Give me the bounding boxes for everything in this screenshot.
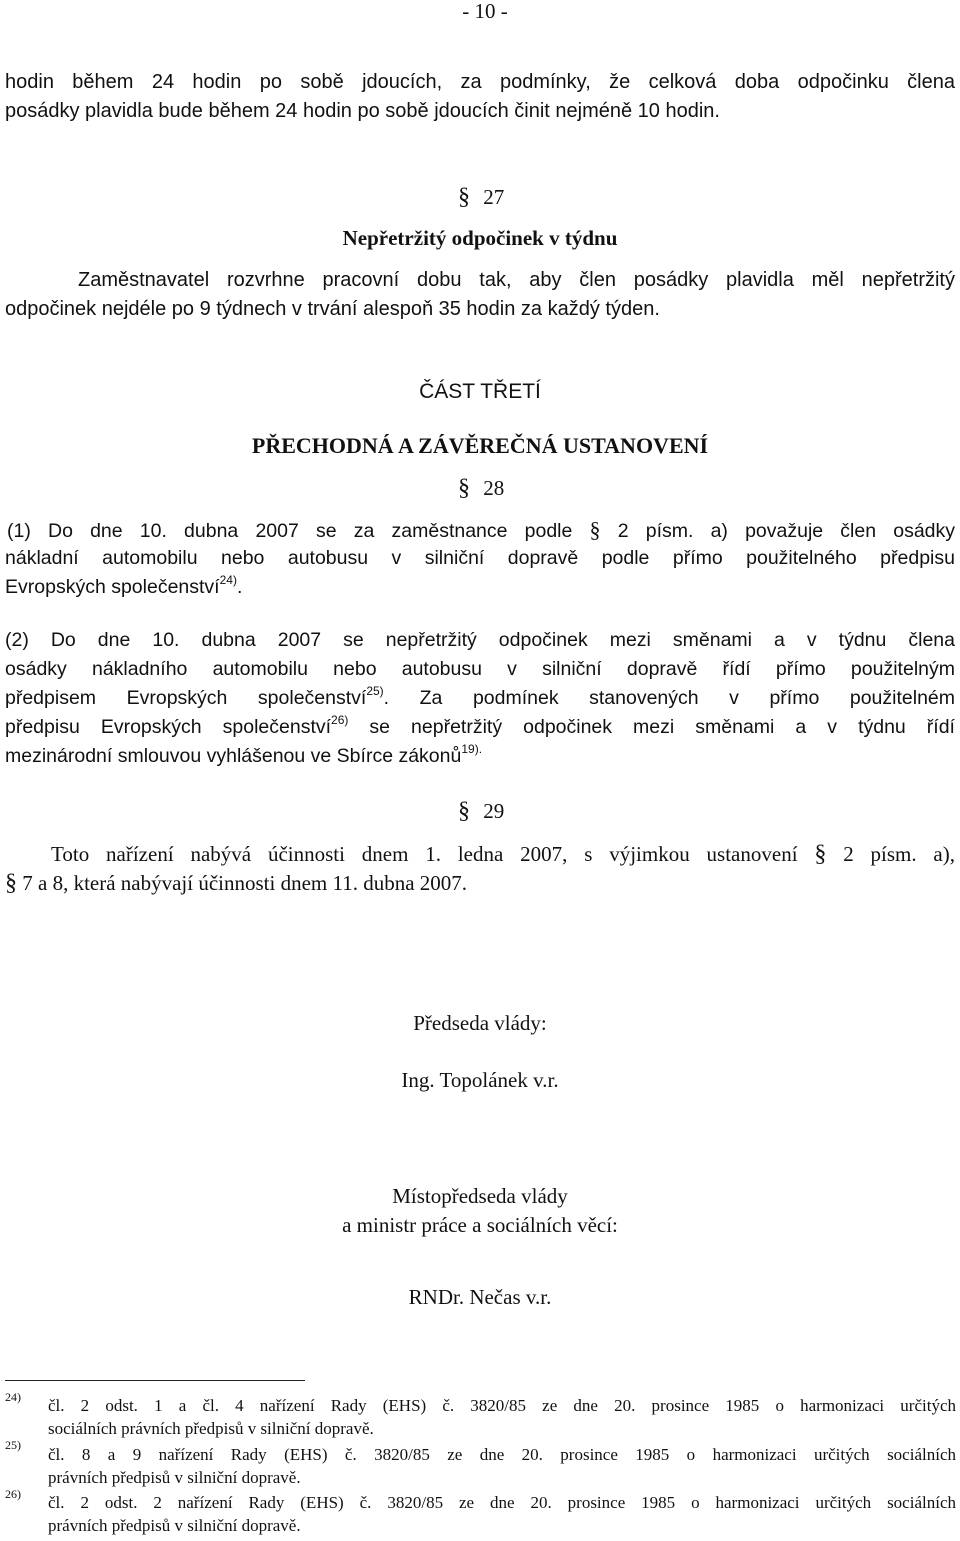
section-28-number: 28	[483, 476, 505, 500]
s28-paragraph-2	[5, 626, 955, 771]
s28-p2-line-5	[5, 742, 955, 771]
s28-p1-line-1b: 2 písm. a) považuje člen osádky	[617, 520, 956, 542]
s28-p1-line-3-end: .	[236, 576, 243, 598]
section-28-heading	[458, 474, 504, 503]
s29-line-1	[5, 840, 955, 869]
footnote-number: 26)	[5, 1487, 21, 1501]
s28-paragraph-1	[5, 515, 955, 602]
part-label: ČÁST TŘETÍ	[419, 380, 541, 403]
vice-title-2: a ministr práce a sociálních věcí:	[342, 1213, 618, 1237]
section-sign-28: §	[458, 475, 470, 501]
section-27-title: Nepřetržitý odpočinek v týdnu	[342, 226, 618, 250]
page-number: - 10 -	[462, 0, 508, 23]
s28-p2-line-3	[5, 684, 955, 713]
section-sign-inline: §	[589, 517, 601, 542]
s28-p1-line-1	[5, 515, 955, 544]
s28-p2-line-5-text: mezinárodní smlouvou vyhlášenou ve Sbírce zákonů	[5, 745, 462, 767]
footnote-ref-24: 24)	[219, 572, 237, 587]
s27-line-1: Zaměstnavatel rozvrhne pracovní dobu tak, aby člen posádky plavidla měl nepřetržitý	[78, 269, 955, 291]
s28-p1-line-1a: (1) Do dne 10. dubna 2007 se za zaměstnance podle	[7, 520, 573, 542]
footnote-line: právních předpisů v silniční dopravě.	[48, 1516, 301, 1535]
section-sign-inline: §	[814, 841, 827, 867]
s29-line-1a: Toto nařízení nabývá účinnosti dnem 1. ledna 2007, s výjimkou ustanovení	[51, 842, 798, 866]
s28-p2-line-3a: předpisem Evropských společenství	[5, 687, 367, 709]
section-sign-29: §	[458, 798, 470, 824]
footnote-line: čl. 8 a 9 nařízení Rady (EHS) č. 3820/85 ze dne 20. prosince 1985 o harmonizaci určitých sociálních	[48, 1445, 956, 1464]
footnote-ref-25: 25)	[366, 683, 384, 698]
s28-p2-line-4	[5, 713, 955, 742]
s27-line-2: odpočinek nejdéle po 9 týdnech v trvání alespoň 35 hodin za každý týden.	[5, 298, 660, 320]
intro-line-1: hodin během 24 hodin po sobě jdoucích, za podmínky, že celková doba odpočinku člena	[5, 71, 955, 93]
s28-p2-line-4b: se nepřetržitý odpočinek mezi směnami a v týdnu řídí	[348, 716, 955, 738]
section-27-paragraph	[5, 266, 955, 324]
footnote-line: čl. 2 odst. 2 nařízení Rady (EHS) č. 3820/85 ze dne 20. prosince 1985 o harmonizaci určitých sociálních	[48, 1493, 956, 1512]
section-29-heading	[458, 797, 504, 826]
footnote-number: 25)	[5, 1438, 21, 1452]
s28-p2-line-1: (2) Do dne 10. dubna 2007 se nepřetržitý odpočinek mezi směnami a v týdnu člena	[5, 629, 955, 651]
footnote-separator	[5, 1380, 305, 1381]
footnote-number: 24)	[5, 1390, 21, 1404]
intro-paragraph	[5, 68, 955, 126]
section-29-number: 29	[483, 799, 505, 823]
s29-line-2b: 7 a 8, která nabývají účinnosti dnem 11. dubna 2007.	[22, 871, 468, 895]
section-sign-inline: §	[5, 870, 17, 896]
chair-title: Předseda vlády:	[413, 1011, 547, 1035]
part-title: PŘECHODNÁ A ZÁVĚREČNÁ USTANOVENÍ	[251, 433, 709, 458]
s28-p2-line-3b: . Za podmínek stanovených v přímo použitelném	[383, 687, 956, 709]
footnote-line: čl. 2 odst. 1 a čl. 4 nařízení Rady (EHS) č. 3820/85 ze dne 20. prosince 1985 o harmonizaci určitých	[48, 1396, 956, 1415]
vice-name: RNDr. Nečas v.r.	[408, 1285, 552, 1309]
s28-p1-line-3	[5, 573, 955, 602]
intro-line-2: posádky plavidla bude během 24 hodin po sobě jdoucích činit nejméně 10 hodin.	[5, 100, 720, 122]
s28-p2-line-2: osádky nákladního automobilu nebo autobusu v silniční dopravě řídí přímo použitelným	[5, 658, 955, 680]
s28-p1-line-2: nákladní automobilu nebo autobusu v silniční dopravě podle přímo použitelného předpisu	[5, 547, 955, 569]
s29-paragraph	[5, 840, 955, 898]
footnote-line: sociálních právních předpisů v silniční dopravě.	[48, 1419, 374, 1438]
s28-p2-line-4a: předpisu Evropských společenství	[5, 716, 332, 738]
section-sign-27: §	[458, 184, 470, 210]
section-27-number: 27	[483, 185, 505, 209]
s29-line-1b: 2 písm. a),	[843, 842, 955, 866]
s29-line-2	[5, 869, 955, 898]
footnote-line: právních předpisů v silniční dopravě.	[48, 1468, 301, 1487]
footnote-ref-19: 19).	[461, 741, 483, 756]
s28-p1-line-3-text: Evropských společenství	[5, 576, 220, 598]
section-27-heading	[458, 183, 504, 212]
chair-name: Ing. Topolánek v.r.	[401, 1068, 559, 1092]
footnote-ref-26: 26)	[331, 712, 349, 727]
vice-title-1: Místopředseda vlády	[392, 1184, 568, 1208]
